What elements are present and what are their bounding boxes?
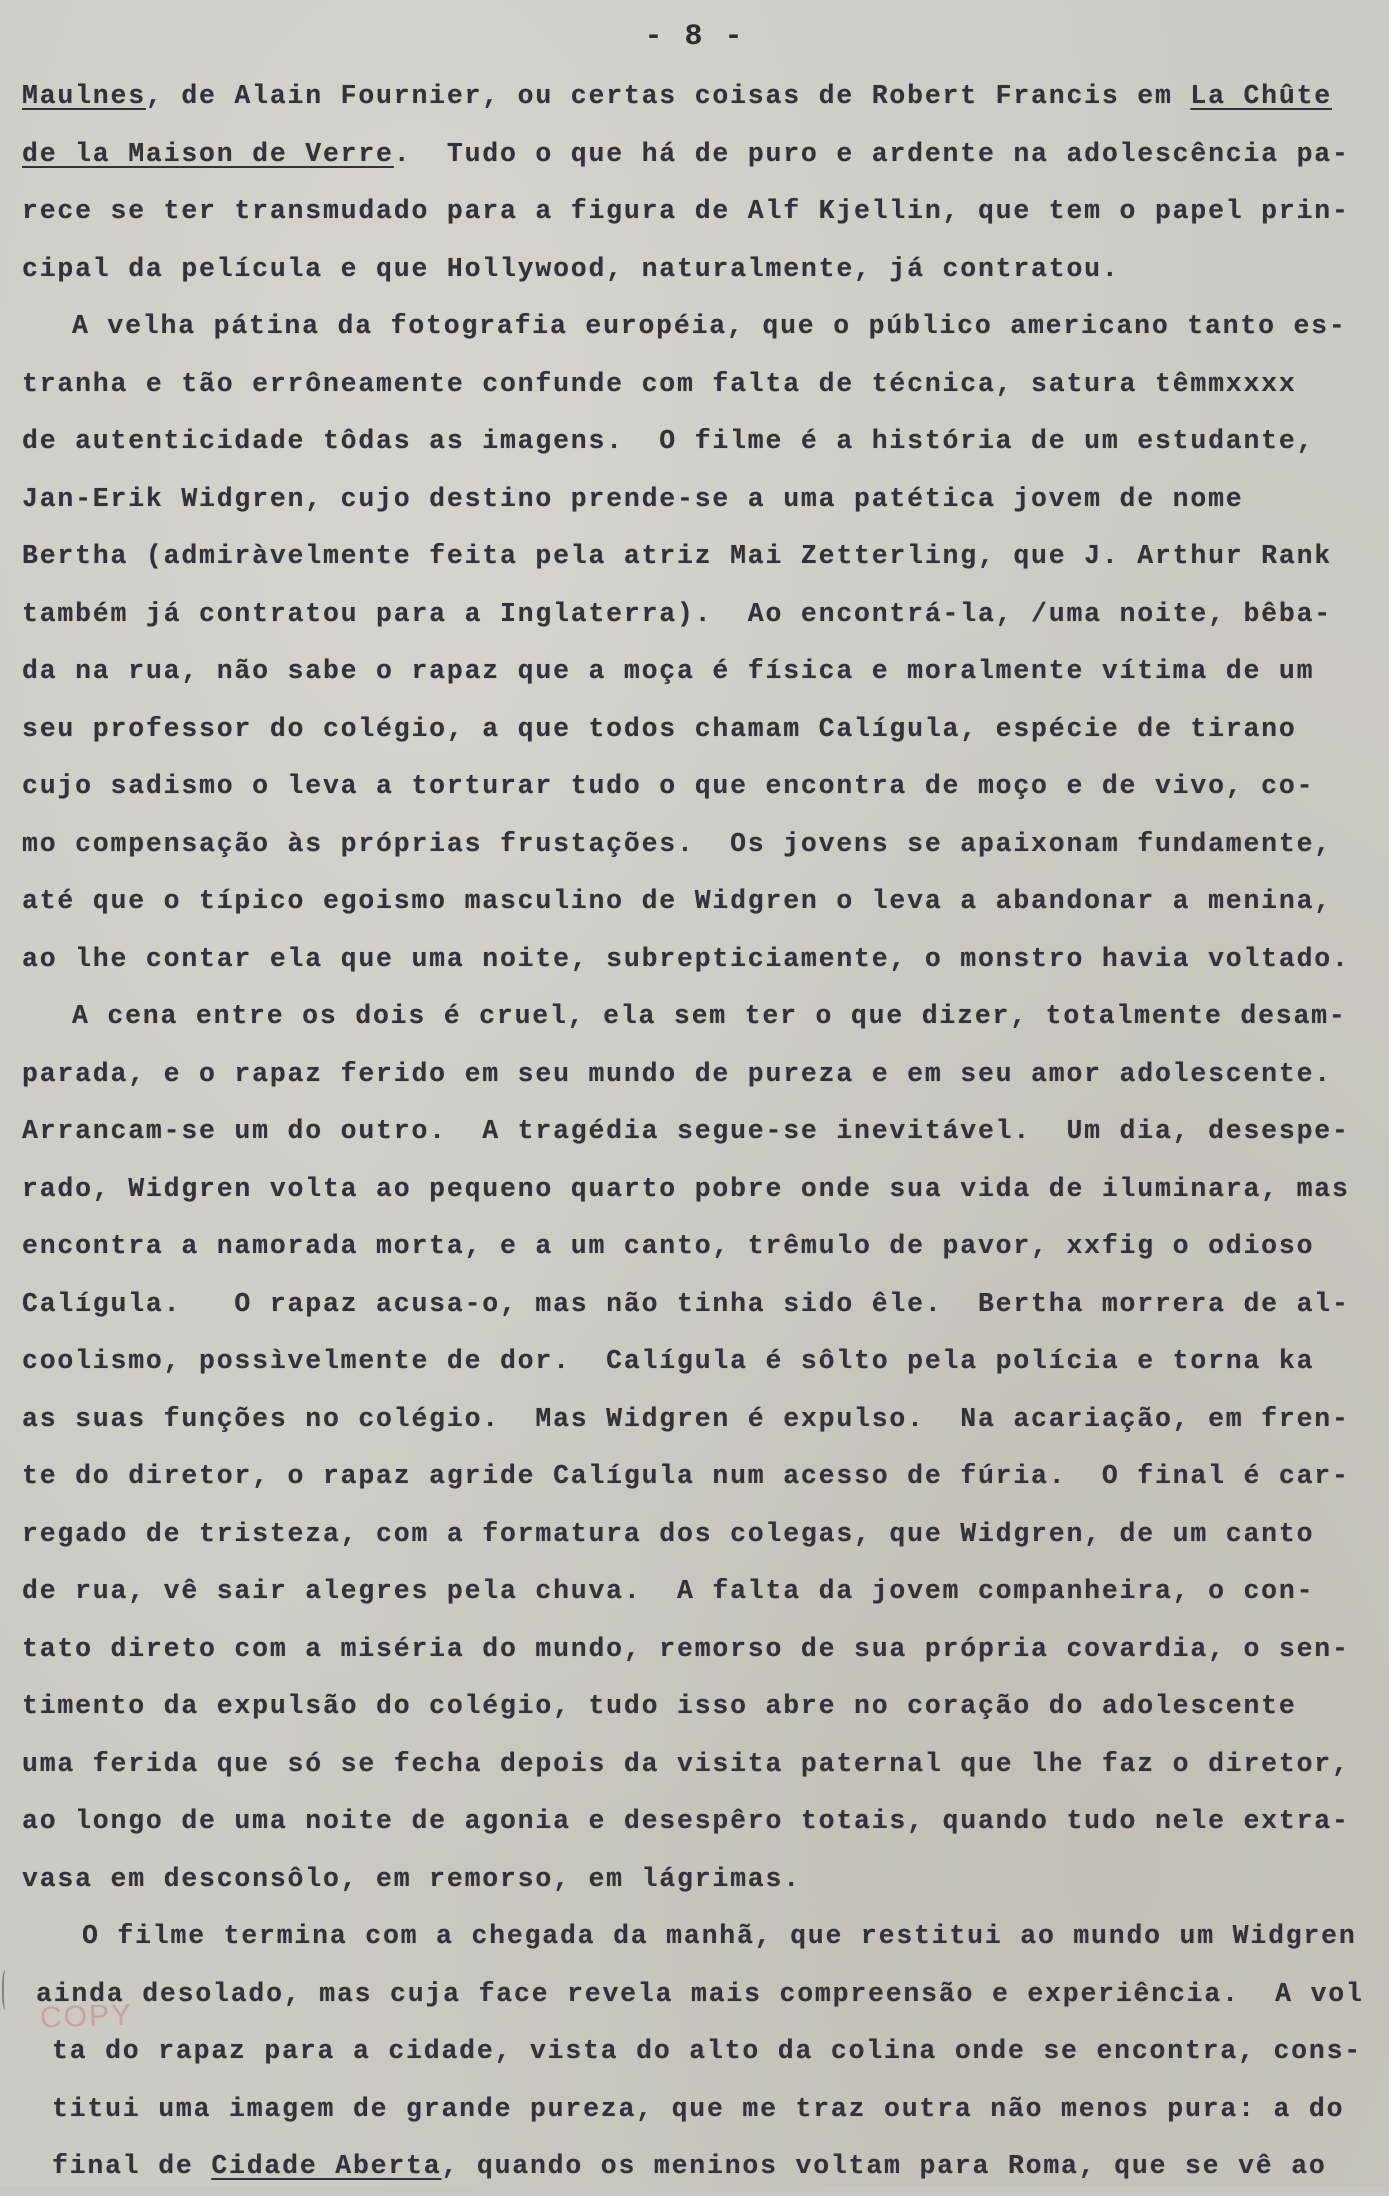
text-line <box>22 1966 1364 2024</box>
text-segment: coolismo, possìvelmente de dor. Calígula é sôlto pela polícia e torna ka <box>22 1346 1315 1376</box>
text-line <box>22 1736 1350 1794</box>
text-line <box>22 758 1342 816</box>
text-segment: ao longo de uma noite de agonia e desespêro totais, quando tudo nele extra- <box>22 1806 1350 1836</box>
text-line <box>22 1391 1350 1449</box>
text-line <box>22 816 1342 874</box>
text-segment: também já contratou para a Inglaterra). Ao encontrá-la, /uma noite, bêba- <box>22 598 1332 629</box>
text-line <box>22 1851 1342 1909</box>
text-line <box>22 1621 1350 1679</box>
text-line <box>22 1793 1350 1851</box>
text-line <box>22 1908 1357 1966</box>
text-segment: final de <box>52 2151 212 2181</box>
text-line <box>22 701 1342 759</box>
text-line <box>22 471 1342 529</box>
text-line <box>22 413 1342 471</box>
text-segment: da na rua, não sabe o rapaz que a moça é física e moralmente vítima de um <box>22 656 1315 686</box>
text-line <box>22 1506 1342 1564</box>
text-line <box>22 1046 1342 1104</box>
text-line <box>22 1333 1342 1391</box>
text-segment: te do diretor, o rapaz agride Calígula num acesso de fúria. O final é car- <box>22 1461 1350 1491</box>
text-segment: cujo sadismo o leva a torturar tudo o que encontra de moço e de vivo, co- <box>22 771 1315 801</box>
text-line <box>22 1276 1350 1334</box>
text-segment: tranha e tão errôneamente confunde com falta de técnica, satura têmmxxxx <box>22 368 1297 399</box>
typewritten-text-body <box>22 68 1364 2196</box>
text-line <box>22 356 1342 414</box>
text-segment: ao lhe contar ela que uma noite, subrepticiamente, o monstro havia voltado. <box>22 943 1350 974</box>
text-line <box>22 2081 1345 2139</box>
text-segment: parada, e o rapaz ferido em seu mundo de pureza e em seu amor adolescente. <box>22 1058 1332 1089</box>
text-line <box>22 1563 1342 1621</box>
text-segment: O filme termina com a chegada da manhã, que restitui ao mundo um Widgren <box>82 1921 1357 1951</box>
text-line <box>22 873 1342 931</box>
text-line <box>22 68 1342 126</box>
text-segment: , de Alain Fournier, ou certas coisas de Robert Francis em <box>145 81 1191 111</box>
text-segment: mo compensação às próprias frustações. Os jovens se apaixonam fundamente, <box>22 828 1332 859</box>
text-line <box>22 528 1342 586</box>
text-segment: , quando os meninos voltam para Roma, que se vê ao <box>441 2151 1327 2181</box>
text-segment: Arrancam-se um do outro. A tragédia segue-se inevitável. Um dia, desespe- <box>22 1116 1350 1146</box>
text-line <box>22 1218 1342 1276</box>
text-segment: tato direto com a miséria do mundo, remorso de sua própria covardia, o sen- <box>22 1633 1350 1664</box>
text-line <box>22 1448 1350 1506</box>
text-line <box>22 1678 1342 1736</box>
text-segment: . Tudo o que há de puro e ardente na adolescência pa- <box>393 138 1350 169</box>
text-segment: de autenticidade tôdas as imagens. O filme é a história de um estudante, <box>22 426 1315 456</box>
text-line <box>22 586 1342 644</box>
underlined-title: Maulnes <box>22 81 146 111</box>
text-segment: rece se ter transmudado para a figura de Alf Kjellin, que tem o papel prin- <box>22 196 1350 226</box>
faded-stamp: COPY <box>39 1998 134 2035</box>
text-segment: cipal da película e que Hollywood, naturalmente, já contratou. <box>22 253 1120 284</box>
text-segment: as suas funções no colégio. Mas Widgren é expulso. Na acariação, em fren- <box>22 1403 1350 1434</box>
text-line <box>22 126 1350 184</box>
text-line <box>22 241 1342 299</box>
text-segment: vasa em desconsôlo, em remorso, em lágrimas. <box>22 1863 801 1894</box>
text-segment: regado de tristeza, com a formatura dos colegas, que Widgren, de um canto <box>22 1518 1315 1549</box>
text-line <box>22 643 1342 701</box>
text-line <box>22 1103 1350 1161</box>
text-line <box>22 988 1347 1046</box>
text-segment: uma ferida que só se fecha depois da visita paternal que lhe faz o diretor, <box>22 1748 1350 1779</box>
text-segment: encontra a namorada morta, e a um canto, trêmulo de pavor, xxfig o odioso <box>22 1231 1315 1261</box>
underlined-title: Cidade Aberta <box>211 2151 442 2181</box>
page-number: - 8 - <box>644 20 745 54</box>
text-segment: de rua, vê sair alegres pela chuva. A falta da jovem companheira, o con- <box>22 1576 1315 1606</box>
text-segment: rado, Widgren volta ao pequeno quarto pobre onde sua vida de iluminara, mas <box>22 1173 1350 1204</box>
text-segment: A cena entre os dois é cruel, ela sem ter o que dizer, totalmente desam- <box>72 1001 1347 1031</box>
text-segment: titui uma imagem de grande pureza, que me traz outra não menos pura: a do <box>52 2093 1345 2124</box>
text-line <box>22 2138 1342 2196</box>
text-segment: Jan-Erik Widgren, cujo destino prende-se a uma patética jovem de nome <box>22 483 1244 514</box>
text-segment: ta do rapaz para a cidade, vista do alto da colina onde se encontra, cons- <box>52 2036 1362 2066</box>
underlined-title: La Chûte <box>1190 81 1332 111</box>
text-line <box>22 2023 1362 2081</box>
text-segment: A velha pátina da fotografia européia, que o público americano tanto es- <box>72 311 1347 341</box>
text-line <box>22 183 1350 241</box>
text-segment: até que o típico egoismo masculino de Widgren o leva a abandonar a menina, <box>22 886 1332 916</box>
text-line <box>22 298 1347 356</box>
text-line <box>22 931 1350 989</box>
text-line <box>22 1161 1350 1219</box>
margin-bracket-mark <box>2 1970 10 2010</box>
text-segment: timento da expulsão do colégio, tudo isso abre no coração do adolescente <box>22 1691 1297 1721</box>
text-segment: Calígula. O rapaz acusa-o, mas não tinha sido êle. Bertha morrera de al- <box>22 1288 1350 1319</box>
text-segment: seu professor do colégio, a que todos chamam Calígula, espécie de tirano <box>22 713 1297 744</box>
text-segment: Bertha (admiràvelmente feita pela atriz Mai Zetterling, que J. Arthur Rank <box>22 541 1332 571</box>
underlined-title: de la Maison de Verre <box>22 138 394 169</box>
text-segment: ainda desolado, mas cuja face revela mais compreensão e experiência. A vol <box>36 1978 1364 2009</box>
